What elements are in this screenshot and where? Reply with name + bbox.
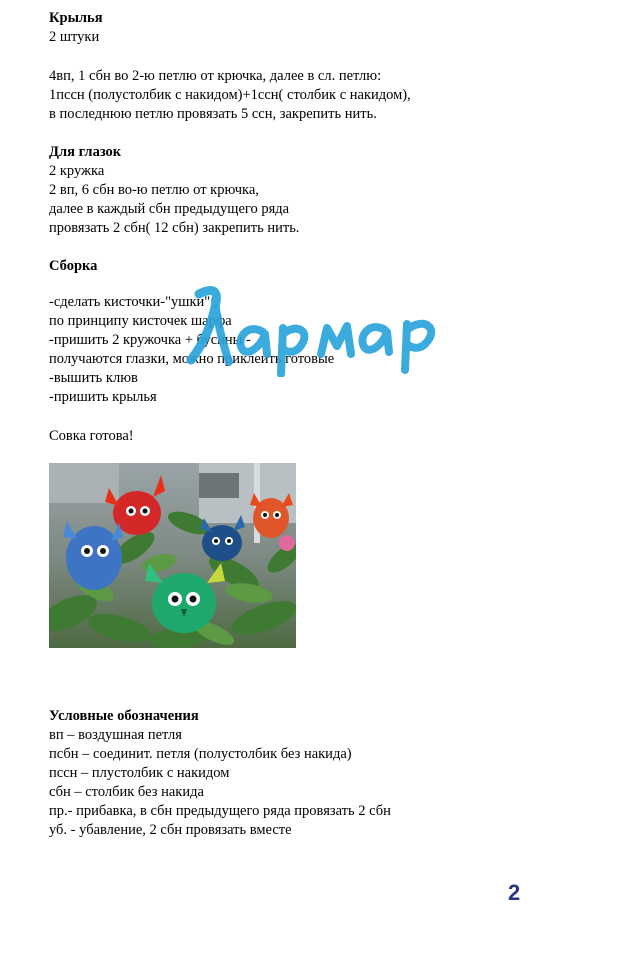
assembly-done: Совка готова!: [49, 428, 134, 444]
assembly-line-6: -пришить крылья: [49, 389, 157, 405]
legend-line-3: пссн – плустолбик с накидом: [49, 765, 230, 781]
assembly-line-4: получаются глазки, можно приклеить готовые: [49, 351, 335, 367]
wings-line-3: в последнюю петлю провязать 5 ссн, закрепить нить.: [49, 106, 377, 122]
eyes-title: Для глазок: [49, 144, 122, 160]
assembly-title: Сборка: [49, 258, 98, 274]
wings-count: 2 штуки: [49, 29, 100, 45]
eyes-count: 2 кружка: [49, 163, 105, 179]
legend-line-4: сбн – столбик без накида: [49, 784, 204, 800]
legend-line-2: псбн – соединит. петля (полустолбик без накида): [49, 746, 352, 762]
assembly-line-3: -пришить 2 кружочка + бусины -: [49, 332, 251, 348]
eyes-line-3: провязать 2 сбн( 12 сбн) закрепить нить.: [49, 220, 300, 236]
eyes-line-2: далее в каждый сбн предыдущего ряда: [49, 201, 290, 217]
assembly-line-1: -сделать кисточки-"ушки" ,: [49, 294, 218, 310]
legend-line-6: уб. - убавление, 2 сбн провязать вместе: [49, 822, 292, 838]
wings-title: Крылья: [49, 10, 103, 26]
eyes-line-1: 2 вп, 6 сбн во-ю петлю от крючка,: [49, 182, 259, 198]
legend-title: Условные обозначения: [49, 708, 199, 724]
wings-line-2: 1пссн (полустолбик с накидом)+1ссн( столбик с накидом),: [49, 87, 411, 103]
page-number: 2: [508, 880, 521, 905]
owls-photo: [49, 463, 296, 648]
assembly-line-5: -вышить клюв: [49, 370, 138, 386]
assembly-line-2: по принципу кисточек шарфа: [49, 313, 232, 329]
legend-line-5: пр.- прибавка, в сбн предыдущего ряда провязать 2 сбн: [49, 803, 391, 819]
wings-line-1: 4вп, 1 сбн во 2-ю петлю от крючка, далее в сл. петлю:: [49, 68, 382, 84]
legend-line-1: вп – воздушная петля: [49, 727, 182, 743]
